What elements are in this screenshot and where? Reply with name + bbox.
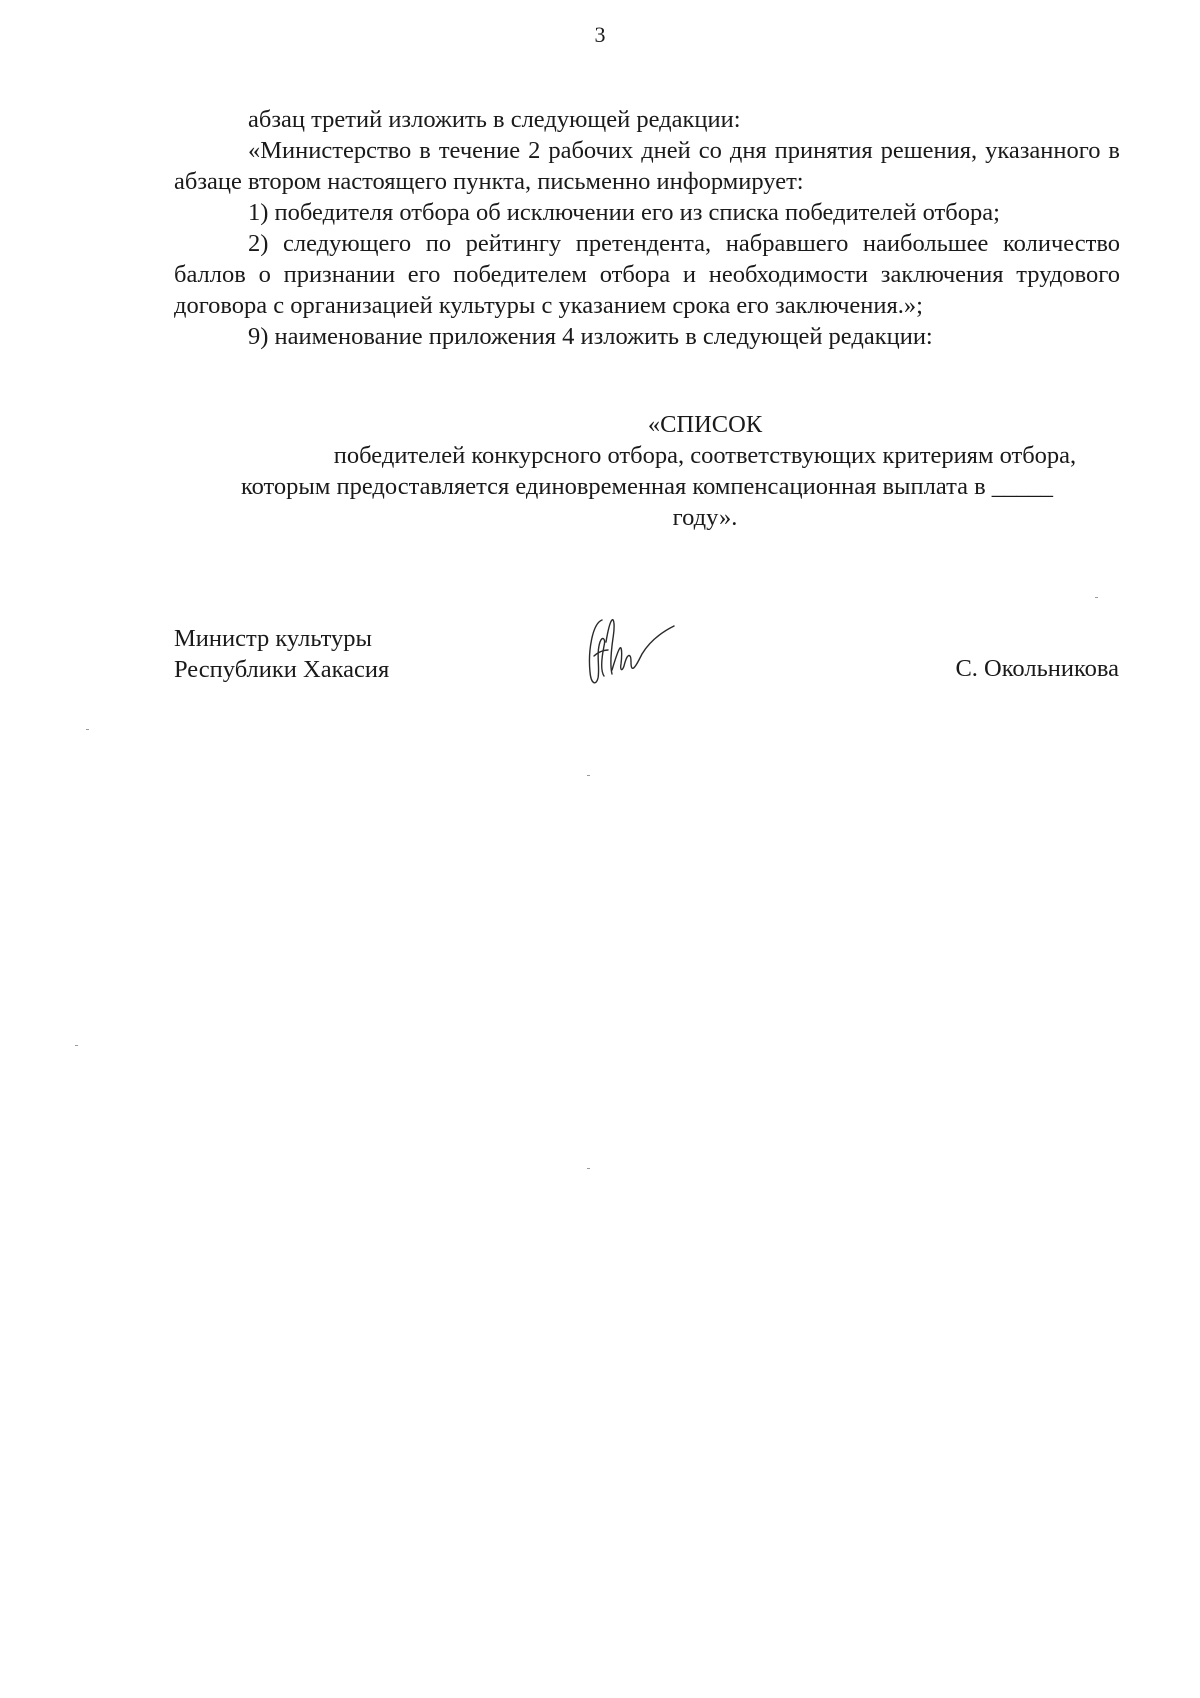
signatory-position-line-2: Республики Хакасия [174,656,390,683]
handwritten-signature [582,612,682,690]
paragraph-item-2: 2) следующего по рейтингу претендента, набравшего наибольшее количество баллов о признании его победителем отбора и необходимости заключения трудового договора с организацией культуры с указанием срока его заключения.»; [174,230,1120,319]
list-title-line-3: которым предоставляется единовременная компенсационная выплата в _____ [240,473,1054,500]
document-body [174,104,1120,352]
list-title-line-2: победителей конкурсного отбора, соответствующих критериям отбора, [333,442,1077,469]
list-title-heading: «СПИСОК [647,411,763,438]
paragraph-intro: абзац третий изложить в следующей редакции: [248,106,741,133]
scan-speck [1095,597,1098,598]
signatory-position-line-1: Министр культуры [174,625,372,652]
list-title-block [174,409,1120,533]
scan-speck [587,775,590,776]
scan-speck [86,729,89,730]
scan-speck [587,1168,590,1169]
page-number: 3 [594,22,606,47]
scan-speck [75,1045,78,1046]
paragraph-item-9: 9) наименование приложения 4 изложить в следующей редакции: [248,323,933,350]
list-title-line-4: году». [672,504,738,531]
signatory-position [174,623,389,685]
paragraph-quote-start: «Министерство в течение 2 рабочих дней со дня принятия решения, указанного в абзаце втором настоящего пункта, письменно информирует: [174,137,1120,195]
signatory-name: С. Окольникова [955,655,1119,682]
paragraph-item-1: 1) победителя отбора об исключении его из списка победителей отбора; [248,199,1000,226]
